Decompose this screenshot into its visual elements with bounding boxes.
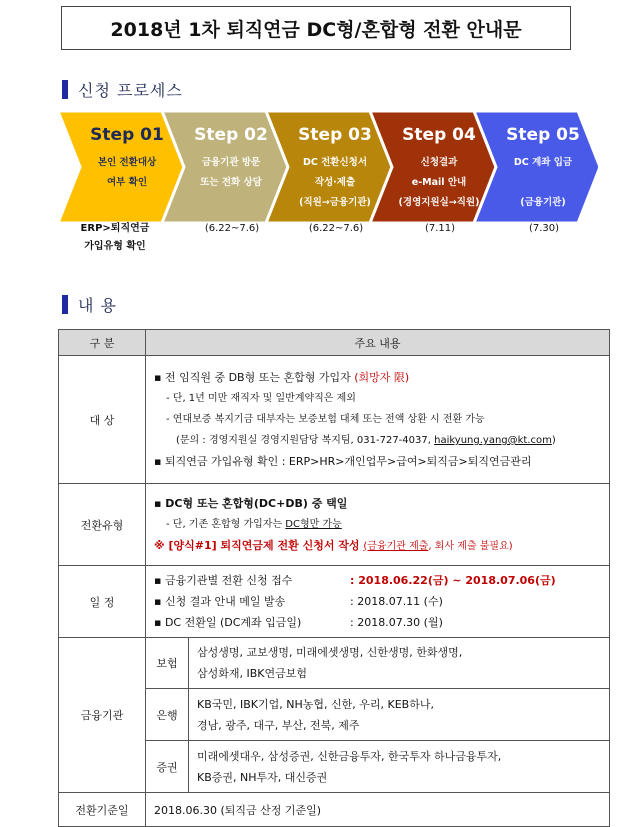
target-note: (희망자 限) <box>354 371 410 384</box>
step-description-line: DC 계좌 입금 <box>513 157 573 168</box>
institution-line: 미래에셋대우, 삼성증권, 신한금융투자, 한국투자 하나금융투자, <box>197 749 502 763</box>
step-label-3 <box>284 125 386 213</box>
step-description-line: 신청결과 <box>420 157 458 168</box>
content-heading <box>62 293 117 316</box>
process-heading-text: 신청 프로세스 <box>78 81 183 100</box>
step-title: Step 01 <box>90 125 164 145</box>
step-description <box>388 153 490 213</box>
conversion-label: 전환유형 <box>59 484 146 566</box>
target-label: 대 상 <box>59 356 146 484</box>
target-content <box>146 356 610 484</box>
schedule-label: 일 정 <box>59 566 146 638</box>
institution-category: 증권 <box>146 741 189 793</box>
target-line-3: - 연대보증 복지기금 대부자는 보증보험 대체 또는 전액 상환 시 전환 가능 <box>166 414 485 425</box>
institution-list <box>189 741 610 793</box>
schedule-item-value: : 2018.07.11 (수) <box>350 595 443 608</box>
step-date-line: (6.22~7.6) <box>204 223 260 234</box>
schedule-item-name: ▪ DC 전환일 (DC계좌 입금일) <box>154 616 302 629</box>
institution-line: 삼성화재, IBK연금보험 <box>197 667 308 680</box>
step-label-2 <box>180 125 282 193</box>
step-description <box>492 153 594 213</box>
header-category: 구 분 <box>59 330 146 356</box>
step-title: Step 05 <box>506 125 580 145</box>
target-line-1: ▪ 전 임직원 중 DB형 또는 혼합형 가입자 <box>154 371 355 384</box>
content-heading-text: 내 용 <box>78 296 117 315</box>
step-label-4 <box>388 125 490 213</box>
institution-list <box>189 638 610 689</box>
step-label-1 <box>76 125 178 193</box>
step-description-line: (경영지원실→직원) <box>398 197 480 208</box>
contact-email: haikyung.yang@kt.com <box>434 435 552 446</box>
base-date-label: 전환기준일 <box>59 793 146 827</box>
conversion-form: ※ [양식#1] 퇴직연금제 전환 신청서 작성 <box>154 538 364 552</box>
step-description-line: DC 전환신청서 <box>302 157 368 168</box>
schedule-item-name: ▪ 금융기관별 전환 신청 접수 <box>154 574 293 587</box>
step-date-line: (7.11) <box>424 223 456 234</box>
target-line-5: ▪ 퇴직연금 가입유형 확인 : ERP>HR>개인업무>급여>퇴직금>퇴직연금관리 <box>154 455 532 468</box>
process-heading <box>62 78 183 101</box>
contact-text: (문의 : 경영지원실 경영지원담당 복지팀, 031-727-4037, <box>176 435 431 446</box>
conversion-line-2: - 단, 기존 혼합형 가입자는 <box>166 518 286 530</box>
info-table <box>58 329 610 827</box>
target-line-2: - 단, 1년 미만 재직자 및 일반계약직은 제외 <box>166 393 356 404</box>
step-label-5 <box>492 125 594 213</box>
step-description-line: 또는 전화 상담 <box>200 177 262 188</box>
heading-bar <box>62 295 68 314</box>
step-date-line: ERP>퇴직연금 <box>80 223 150 234</box>
institution-line: KB국민, IBK기업, NH농협, 신한, 우리, KEB하나, <box>197 697 434 711</box>
step-description-line: 금융기관 방문 <box>201 157 261 168</box>
step-title: Step 04 <box>402 125 476 145</box>
institution-line: 삼성생명, 교보생명, 미래에셋생명, 신한생명, 한화생명, <box>197 646 463 659</box>
schedule-item-name: ▪ 신청 결과 안내 메일 발송 <box>154 595 286 608</box>
header-content: 주요 내용 <box>146 330 610 356</box>
conversion-submit: (금융기관 제출 <box>363 540 429 552</box>
step-date-line: (6.22~7.6) <box>308 223 364 234</box>
heading-bar <box>62 80 68 99</box>
step-date-4 <box>388 220 492 238</box>
step-date-1 <box>58 220 172 256</box>
conversion-line-1: ▪ DC형 또는 혼합형(DC+DB) 중 택일 <box>154 496 348 510</box>
institution-line: KB증권, NH투자, 대신증권 <box>197 770 328 784</box>
institution-category: 은행 <box>146 689 189 741</box>
contact-close: ) <box>551 435 556 446</box>
step-description-line: e-Mail 안내 <box>411 177 467 188</box>
document-title: 2018년 1차 퇴직연금 DC형/혼합형 전환 안내문 <box>61 6 571 50</box>
conversion-dc-only: DC형만 가능 <box>285 518 342 530</box>
process-steps <box>58 111 598 223</box>
step-date-line: 가입유형 확인 <box>84 241 146 252</box>
step-description-line: (금융기관) <box>520 197 566 208</box>
step-description <box>284 153 386 213</box>
institutions-label: 금융기관 <box>59 638 146 793</box>
step-date-line: (7.30) <box>528 223 560 234</box>
step-description-line: 여부 확인 <box>106 177 147 188</box>
step-description <box>76 153 178 193</box>
step-description-line: (직원→금융기관) <box>299 197 371 208</box>
conversion-content <box>146 484 610 566</box>
step-description-line: 본인 전환대상 <box>97 157 157 168</box>
step-description-line <box>492 173 594 193</box>
step-title: Step 03 <box>298 125 372 145</box>
institution-category: 보험 <box>146 638 189 689</box>
step-date-2 <box>180 220 284 238</box>
schedule-item-value: : 2018.06.22(금) ~ 2018.07.06(금) <box>350 574 556 587</box>
step-description <box>180 153 282 193</box>
conversion-submit-note: , 회사 제출 불필요) <box>428 540 513 552</box>
step-title: Step 02 <box>194 125 268 145</box>
institution-line: 경남, 광주, 대구, 부산, 전북, 제주 <box>197 718 360 732</box>
schedule-item-value: : 2018.07.30 (월) <box>350 616 443 629</box>
base-date-value: 2018.06.30 (퇴직금 산정 기준일) <box>146 793 610 827</box>
schedule-content <box>146 566 610 638</box>
step-date-5 <box>492 220 596 238</box>
step-date-3 <box>284 220 388 238</box>
institution-list <box>189 689 610 741</box>
step-description-line: 작성·제출 <box>314 177 356 188</box>
